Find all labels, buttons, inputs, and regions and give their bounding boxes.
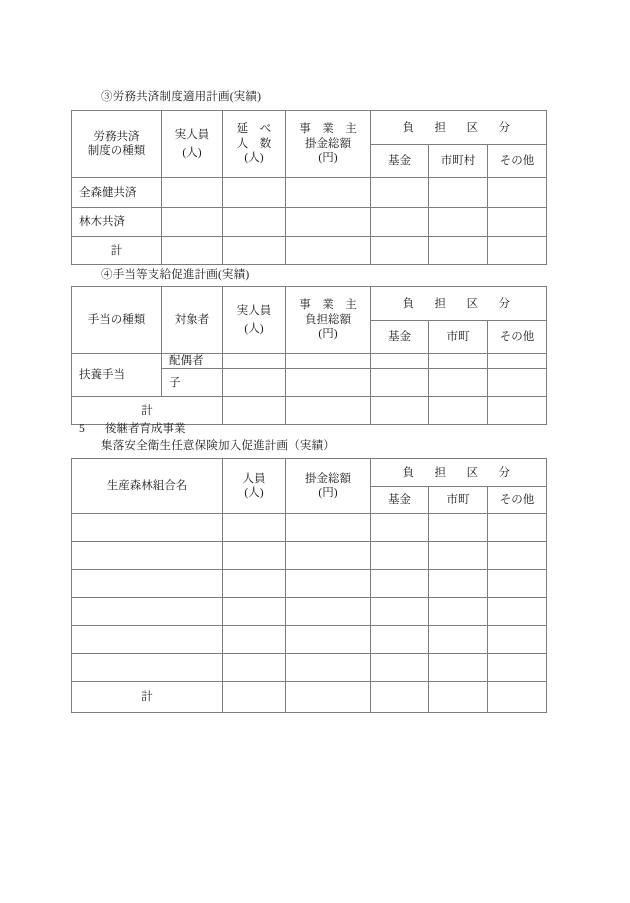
- employer-unit: (円): [318, 152, 338, 165]
- cell-burden-fund[interactable]: [371, 626, 429, 654]
- table-row: [72, 178, 547, 208]
- header-actual-people: [162, 111, 223, 178]
- table-row: [72, 514, 547, 542]
- section5-table: [71, 458, 547, 713]
- cell-people[interactable]: [223, 682, 286, 713]
- premium-total-label: 掛金総額: [305, 472, 351, 485]
- cell-union-name[interactable]: [72, 626, 223, 654]
- cell-burden-other[interactable]: [488, 542, 547, 570]
- header-total-people: [223, 111, 286, 178]
- cell-employer-total[interactable]: [286, 369, 371, 397]
- cell-burden-city[interactable]: [429, 682, 488, 713]
- cell-burden-other[interactable]: [488, 369, 547, 397]
- cell-burden-city[interactable]: [429, 178, 488, 208]
- row-label-total: 計: [72, 237, 162, 265]
- burden-group-label: 負 担 区 分: [402, 466, 515, 479]
- cell-premium-total[interactable]: [286, 598, 371, 626]
- table-row: [72, 354, 547, 369]
- cell-premium-total[interactable]: [286, 682, 371, 713]
- cell-employer-total[interactable]: [286, 208, 371, 237]
- header-union-name: 生産森林組合名: [72, 459, 223, 514]
- cell-burden-fund[interactable]: [371, 570, 429, 598]
- header-seido-no-shurui: [72, 111, 162, 178]
- cell-burden-fund[interactable]: [371, 178, 429, 208]
- cell-premium-total[interactable]: [286, 570, 371, 598]
- header-allowance-kind: 手当の種類: [72, 287, 162, 354]
- cell-burden-fund[interactable]: [371, 397, 429, 425]
- section5-heading: [79, 422, 186, 437]
- cell-burden-other[interactable]: [488, 208, 547, 237]
- cell-burden-city[interactable]: [429, 598, 488, 626]
- cell-union-name[interactable]: [72, 542, 223, 570]
- section4-caption: ④手当等支給促進計画(実績): [101, 269, 250, 281]
- row-label-zenshinken: 全森健共済: [72, 178, 162, 208]
- table-header-row-upper: [72, 459, 547, 487]
- cell-actual-people[interactable]: [162, 237, 223, 265]
- cell-union-name[interactable]: [72, 570, 223, 598]
- section4-table: [71, 286, 547, 425]
- cell-premium-total[interactable]: [286, 514, 371, 542]
- cell-total-people[interactable]: [223, 237, 286, 265]
- cell-premium-total[interactable]: [286, 654, 371, 682]
- section5-number: 5: [79, 423, 85, 435]
- table-row: [72, 570, 547, 598]
- cell-burden-city[interactable]: [429, 514, 488, 542]
- cell-burden-city[interactable]: [429, 654, 488, 682]
- table-header-row-upper: [72, 111, 547, 145]
- employer-line2: 負担総額: [305, 313, 351, 326]
- kind-line2: 制度の種類: [87, 145, 146, 157]
- cell-burden-other[interactable]: [488, 598, 547, 626]
- cell-burden-other[interactable]: [488, 397, 547, 425]
- cell-burden-city[interactable]: [429, 237, 488, 265]
- header-target-person: 対象者: [162, 287, 223, 354]
- cell-burden-other[interactable]: [488, 354, 547, 369]
- cell-people[interactable]: [223, 570, 286, 598]
- actual-people-label: 実人員: [174, 128, 210, 141]
- header-employer-total: [286, 287, 371, 354]
- cell-employer-total[interactable]: [286, 354, 371, 369]
- cell-employer-total[interactable]: [286, 237, 371, 265]
- cell-burden-other[interactable]: [488, 237, 547, 265]
- cell-union-name[interactable]: [72, 654, 223, 682]
- cell-burden-fund[interactable]: [371, 682, 429, 713]
- table-row: [72, 598, 547, 626]
- employer-line1: 事 業 主: [299, 299, 357, 312]
- header-actual-people: [223, 287, 286, 354]
- section5-subtitle: 集落安全衛生任意保険加入促進計画（実績）: [101, 440, 335, 452]
- header-burden-other: その他: [488, 145, 547, 178]
- cell-burden-fund[interactable]: [371, 514, 429, 542]
- header-premium-total: [286, 459, 371, 514]
- table-row: [72, 626, 547, 654]
- cell-actual-people[interactable]: [223, 397, 286, 425]
- table-header-row-upper: [72, 287, 547, 321]
- kind-line1: 労務共済: [93, 130, 140, 143]
- header-burden-fund: 基金: [371, 487, 429, 514]
- burden-group-label: 負 担 区 分: [402, 121, 515, 134]
- cell-burden-city[interactable]: [429, 397, 488, 425]
- cell-total-people[interactable]: [223, 178, 286, 208]
- cell-people[interactable]: [223, 542, 286, 570]
- cell-actual-people[interactable]: [223, 369, 286, 397]
- total-people-line1: 延 べ: [236, 123, 272, 136]
- cell-burden-other[interactable]: [488, 514, 547, 542]
- cell-burden-city[interactable]: [429, 354, 488, 369]
- cell-employer-total[interactable]: [286, 178, 371, 208]
- cell-burden-other[interactable]: [488, 626, 547, 654]
- total-people-line2: 人 数: [236, 137, 272, 150]
- total-people-unit: (人): [244, 152, 264, 165]
- employer-unit: (円): [318, 328, 338, 341]
- header-burden-other: その他: [488, 487, 547, 514]
- actual-people-label: 実人員: [236, 304, 272, 317]
- header-employer-total: [286, 111, 371, 178]
- header-burden-city: 市町: [429, 321, 488, 354]
- cell-burden-fund[interactable]: [371, 354, 429, 369]
- actual-people-unit: (人): [182, 147, 202, 159]
- row-target-child: 子: [162, 369, 223, 397]
- header-burden-group: [371, 459, 547, 487]
- cell-burden-city[interactable]: [429, 570, 488, 598]
- header-burden-group: [371, 287, 547, 321]
- cell-burden-city[interactable]: [429, 369, 488, 397]
- cell-actual-people[interactable]: [162, 178, 223, 208]
- section5-title: 後継者育成事業: [105, 423, 186, 435]
- row-label-total: 計: [72, 682, 223, 713]
- cell-burden-city[interactable]: [429, 208, 488, 237]
- employer-line1: 事 業 主: [299, 123, 357, 136]
- actual-people-unit: (人): [244, 323, 264, 335]
- cell-burden-city[interactable]: [429, 626, 488, 654]
- table-row: [72, 654, 547, 682]
- cell-employer-total[interactable]: [286, 397, 371, 425]
- cell-people[interactable]: [223, 654, 286, 682]
- cell-burden-city[interactable]: [429, 542, 488, 570]
- cell-burden-other[interactable]: [488, 682, 547, 713]
- people-label: 人員: [242, 472, 266, 485]
- cell-total-people[interactable]: [223, 208, 286, 237]
- row-label-total: 計: [72, 397, 223, 425]
- cell-people[interactable]: [223, 598, 286, 626]
- table-row: [72, 208, 547, 237]
- cell-union-name[interactable]: [72, 514, 223, 542]
- cell-burden-other[interactable]: [488, 178, 547, 208]
- burden-group-label: 負 担 区 分: [402, 297, 515, 310]
- header-burden-fund: 基金: [371, 145, 429, 178]
- table-total-row: [72, 682, 547, 713]
- cell-actual-people[interactable]: [223, 354, 286, 369]
- cell-burden-fund[interactable]: [371, 654, 429, 682]
- cell-burden-other[interactable]: [488, 654, 547, 682]
- header-burden-fund: 基金: [371, 321, 429, 354]
- employer-line2: 掛金総額: [305, 137, 351, 150]
- cell-union-name[interactable]: [72, 598, 223, 626]
- header-people: [223, 459, 286, 514]
- cell-actual-people[interactable]: [162, 208, 223, 237]
- row-label-fuyou-teate: 扶養手当: [72, 354, 162, 397]
- table-total-row: [72, 397, 547, 425]
- cell-burden-fund[interactable]: [371, 369, 429, 397]
- section3-table: [71, 110, 547, 265]
- cell-burden-fund[interactable]: [371, 542, 429, 570]
- premium-unit: (円): [318, 487, 338, 499]
- cell-premium-total[interactable]: [286, 542, 371, 570]
- cell-burden-fund[interactable]: [371, 598, 429, 626]
- row-label-rinboku: 林木共済: [72, 208, 162, 237]
- cell-burden-fund[interactable]: [371, 208, 429, 237]
- cell-people[interactable]: [223, 626, 286, 654]
- header-burden-city: 市町: [429, 487, 488, 514]
- cell-burden-other[interactable]: [488, 570, 547, 598]
- cell-burden-fund[interactable]: [371, 237, 429, 265]
- cell-people[interactable]: [223, 514, 286, 542]
- people-unit: (人): [244, 487, 264, 499]
- cell-premium-total[interactable]: [286, 626, 371, 654]
- table-total-row: [72, 237, 547, 265]
- header-burden-other: その他: [488, 321, 547, 354]
- row-target-spouse: 配偶者: [162, 354, 223, 369]
- section3-caption: ③労務共済制度適用計画(実績): [101, 91, 262, 103]
- header-burden-city: 市町村: [429, 145, 488, 178]
- table-row: [72, 542, 547, 570]
- header-burden-group: [371, 111, 547, 145]
